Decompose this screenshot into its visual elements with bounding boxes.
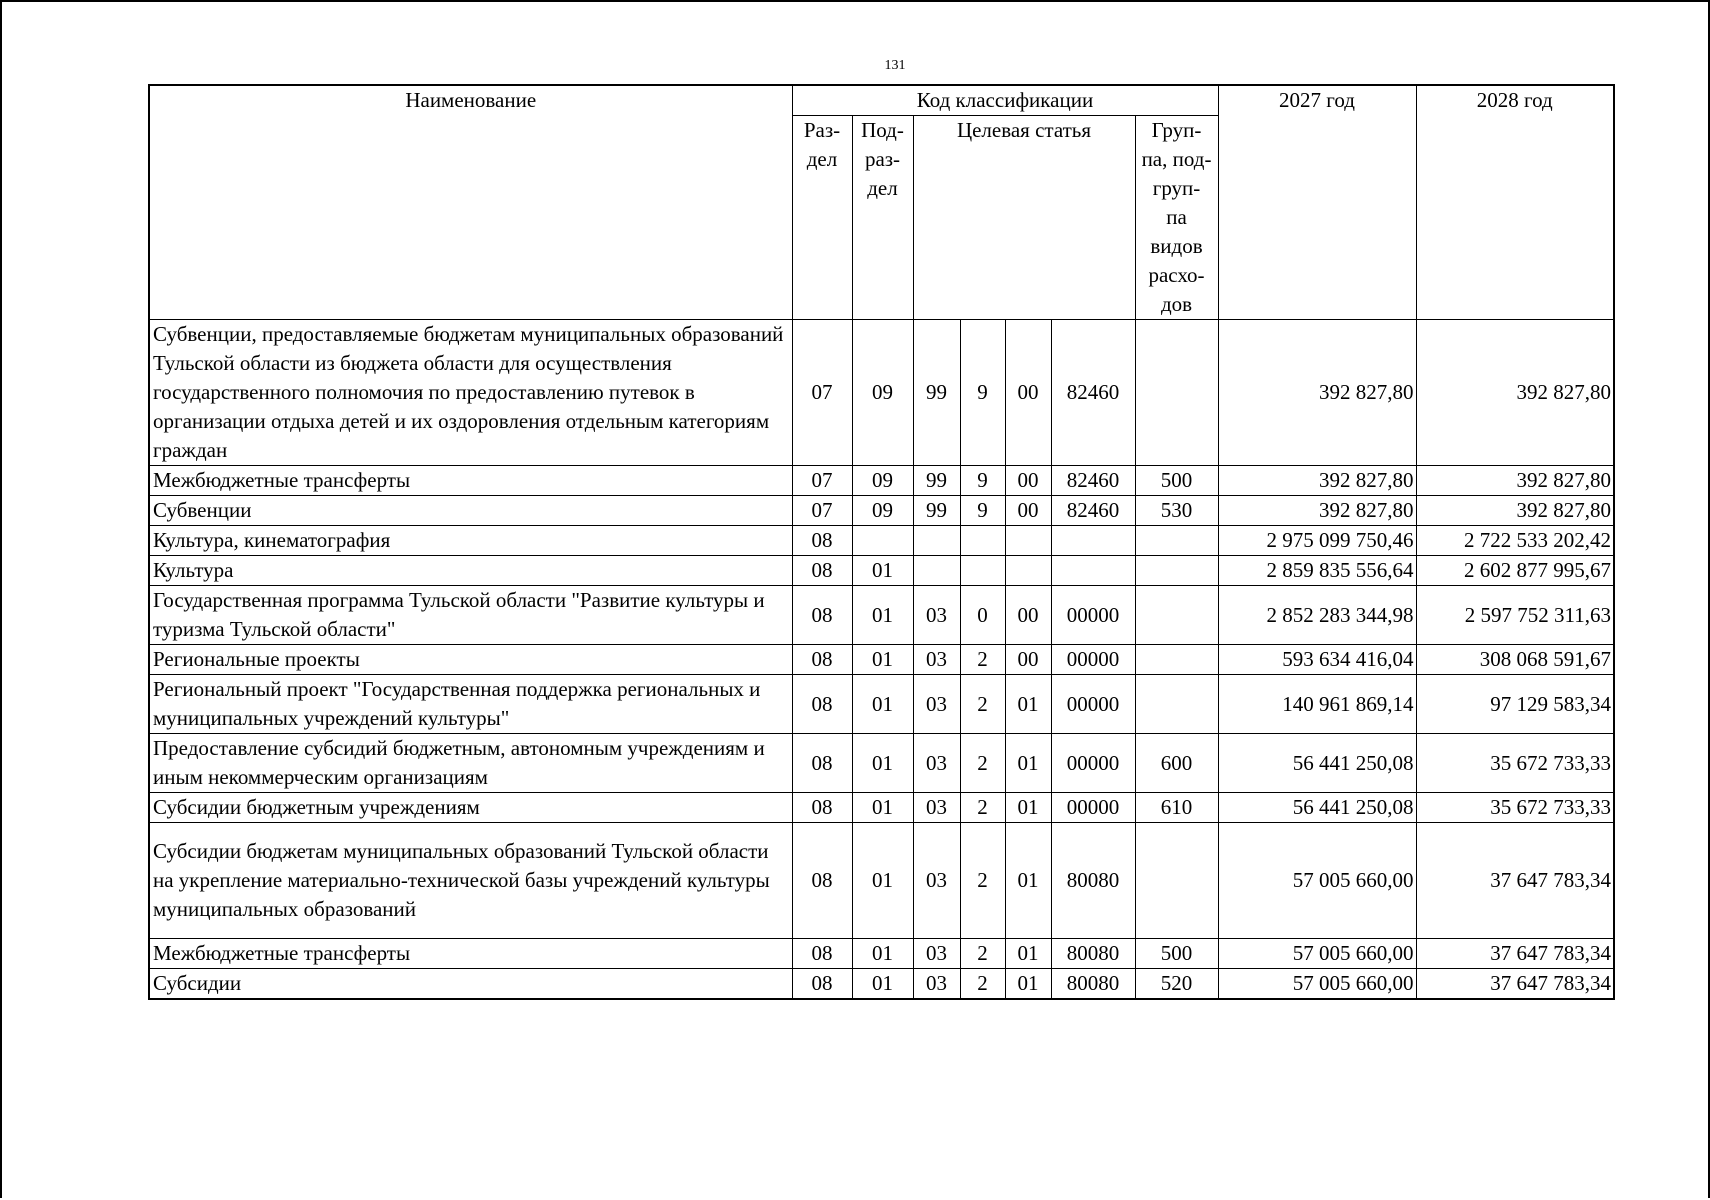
row-podrazdel: 01	[852, 734, 913, 793]
row-razdel: 07	[792, 466, 852, 496]
header-group: Груп- па, под- груп- па видов расхо- дов	[1135, 116, 1218, 320]
row-name: Межбюджетные трансферты	[149, 939, 792, 969]
header-razdel: Раз- дел	[792, 116, 852, 320]
row-podrazdel: 01	[852, 556, 913, 586]
row-expense-group: 520	[1135, 969, 1218, 1000]
row-podrazdel: 01	[852, 939, 913, 969]
header-year-2028: 2028 год	[1416, 85, 1614, 320]
row-target-subprogram: 2	[960, 793, 1005, 823]
row-expense-group: 500	[1135, 466, 1218, 496]
row-expense-group	[1135, 586, 1218, 645]
row-target-subprogram	[960, 526, 1005, 556]
row-target-program: 03	[913, 823, 960, 939]
row-target-subprogram: 0	[960, 586, 1005, 645]
row-target-direction: 82460	[1051, 320, 1135, 466]
row-target-program: 03	[913, 586, 960, 645]
row-target-subprogram	[960, 556, 1005, 586]
row-razdel: 07	[792, 320, 852, 466]
row-expense-group: 530	[1135, 496, 1218, 526]
header-target-article: Целевая статья	[913, 116, 1135, 320]
row-amount-2027: 2 859 835 556,64	[1218, 556, 1416, 586]
row-name: Субсидии бюджетным учреждениям	[149, 793, 792, 823]
row-target-subprogram: 2	[960, 675, 1005, 734]
row-razdel: 08	[792, 823, 852, 939]
row-target-subprogram: 9	[960, 466, 1005, 496]
row-podrazdel: 01	[852, 969, 913, 1000]
row-target-direction	[1051, 556, 1135, 586]
row-target-direction: 00000	[1051, 793, 1135, 823]
row-amount-2027: 392 827,80	[1218, 320, 1416, 466]
row-target-direction: 80080	[1051, 939, 1135, 969]
row-target-direction: 00000	[1051, 675, 1135, 734]
row-target-program: 03	[913, 675, 960, 734]
row-target-program: 99	[913, 466, 960, 496]
table-row	[149, 496, 1614, 526]
row-target-direction: 82460	[1051, 496, 1135, 526]
row-amount-2028: 37 647 783,34	[1416, 823, 1614, 939]
row-name: Региональный проект "Государственная поддержка региональных и муниципальных учреждений культуры"	[149, 675, 792, 734]
row-name: Межбюджетные трансферты	[149, 466, 792, 496]
row-amount-2027: 140 961 869,14	[1218, 675, 1416, 734]
row-target-event: 01	[1005, 823, 1051, 939]
row-target-event	[1005, 526, 1051, 556]
row-target-subprogram: 2	[960, 939, 1005, 969]
row-target-program: 03	[913, 734, 960, 793]
row-target-direction	[1051, 526, 1135, 556]
row-target-event: 01	[1005, 675, 1051, 734]
header-podrazdel: Под- раз- дел	[852, 116, 913, 320]
row-expense-group: 610	[1135, 793, 1218, 823]
row-amount-2028: 37 647 783,34	[1416, 939, 1614, 969]
page-number: 131	[884, 58, 906, 73]
row-target-event: 01	[1005, 793, 1051, 823]
row-expense-group	[1135, 526, 1218, 556]
row-target-subprogram: 2	[960, 823, 1005, 939]
row-target-subprogram: 2	[960, 734, 1005, 793]
row-razdel: 08	[792, 939, 852, 969]
row-target-program: 03	[913, 645, 960, 675]
row-podrazdel: 01	[852, 793, 913, 823]
row-name: Культура	[149, 556, 792, 586]
row-amount-2027: 56 441 250,08	[1218, 734, 1416, 793]
row-target-program: 03	[913, 793, 960, 823]
header-name: Наименование	[149, 85, 792, 320]
row-target-event	[1005, 556, 1051, 586]
header-code-classification: Код классификации	[792, 85, 1218, 116]
row-expense-group	[1135, 823, 1218, 939]
row-target-direction: 80080	[1051, 969, 1135, 1000]
row-podrazdel: 01	[852, 645, 913, 675]
row-target-event: 01	[1005, 969, 1051, 1000]
row-target-direction: 80080	[1051, 823, 1135, 939]
row-amount-2028: 392 827,80	[1416, 496, 1614, 526]
row-target-event: 00	[1005, 320, 1051, 466]
header-year-2027: 2027 год	[1218, 85, 1416, 320]
row-podrazdel: 01	[852, 675, 913, 734]
row-target-subprogram: 2	[960, 969, 1005, 1000]
row-expense-group	[1135, 556, 1218, 586]
row-amount-2028: 308 068 591,67	[1416, 645, 1614, 675]
row-target-event: 00	[1005, 645, 1051, 675]
table-row	[149, 466, 1614, 496]
row-expense-group	[1135, 645, 1218, 675]
row-amount-2028: 37 647 783,34	[1416, 969, 1614, 1000]
row-razdel: 08	[792, 969, 852, 1000]
row-expense-group: 600	[1135, 734, 1218, 793]
row-target-subprogram: 2	[960, 645, 1005, 675]
row-target-event: 00	[1005, 496, 1051, 526]
row-name: Региональные проекты	[149, 645, 792, 675]
row-name: Культура, кинематография	[149, 526, 792, 556]
row-amount-2028: 392 827,80	[1416, 320, 1614, 466]
row-amount-2028: 2 722 533 202,42	[1416, 526, 1614, 556]
row-amount-2028: 2 602 877 995,67	[1416, 556, 1614, 586]
row-amount-2027: 56 441 250,08	[1218, 793, 1416, 823]
row-name: Государственная программа Тульской области "Развитие культуры и туризма Тульской области"	[149, 586, 792, 645]
row-name: Субсидии	[149, 969, 792, 1000]
table-row	[149, 969, 1614, 1000]
row-target-direction: 00000	[1051, 586, 1135, 645]
row-target-direction: 00000	[1051, 734, 1135, 793]
row-razdel: 07	[792, 496, 852, 526]
row-name: Субвенции	[149, 496, 792, 526]
table-row	[149, 556, 1614, 586]
row-expense-group	[1135, 675, 1218, 734]
table-row	[149, 586, 1614, 645]
row-podrazdel: 09	[852, 496, 913, 526]
row-amount-2027: 2 852 283 344,98	[1218, 586, 1416, 645]
row-target-event: 00	[1005, 586, 1051, 645]
table-row	[149, 939, 1614, 969]
row-amount-2028: 35 672 733,33	[1416, 734, 1614, 793]
row-target-direction: 00000	[1051, 645, 1135, 675]
row-amount-2027: 593 634 416,04	[1218, 645, 1416, 675]
row-podrazdel: 01	[852, 823, 913, 939]
row-amount-2027: 57 005 660,00	[1218, 823, 1416, 939]
row-razdel: 08	[792, 526, 852, 556]
table-row	[149, 320, 1614, 466]
row-amount-2027: 2 975 099 750,46	[1218, 526, 1416, 556]
row-razdel: 08	[792, 675, 852, 734]
row-podrazdel: 09	[852, 320, 913, 466]
row-razdel: 08	[792, 586, 852, 645]
table-row	[149, 734, 1614, 793]
row-target-event: 00	[1005, 466, 1051, 496]
row-razdel: 08	[792, 645, 852, 675]
row-name: Предоставление субсидий бюджетным, автономным учреждениям и иным некоммерческим организациям	[149, 734, 792, 793]
table-row	[149, 645, 1614, 675]
row-amount-2028: 97 129 583,34	[1416, 675, 1614, 734]
row-podrazdel	[852, 526, 913, 556]
row-target-program: 99	[913, 320, 960, 466]
table-row	[149, 793, 1614, 823]
row-amount-2027: 57 005 660,00	[1218, 939, 1416, 969]
row-razdel: 08	[792, 556, 852, 586]
row-target-event: 01	[1005, 734, 1051, 793]
row-razdel: 08	[792, 793, 852, 823]
row-amount-2027: 392 827,80	[1218, 496, 1416, 526]
row-target-program: 03	[913, 939, 960, 969]
row-amount-2027: 392 827,80	[1218, 466, 1416, 496]
row-name: Субсидии бюджетам муниципальных образований Тульской области на укрепление материально-технической базы учреждений культуры муниципальных образований	[149, 823, 792, 939]
row-razdel: 08	[792, 734, 852, 793]
table-row	[149, 526, 1614, 556]
row-target-program: 99	[913, 496, 960, 526]
row-amount-2028: 35 672 733,33	[1416, 793, 1614, 823]
row-name: Субвенции, предоставляемые бюджетам муниципальных образований Тульской области из бюджета области для осуществления государственного полномочия по предоставлению путевок в организации отдыха детей и их оздоровления отдельным категориям граждан	[149, 320, 792, 466]
row-podrazdel: 01	[852, 586, 913, 645]
row-expense-group	[1135, 320, 1218, 466]
budget-table	[148, 84, 1615, 1000]
row-podrazdel: 09	[852, 466, 913, 496]
row-amount-2028: 392 827,80	[1416, 466, 1614, 496]
row-target-event: 01	[1005, 939, 1051, 969]
row-target-program	[913, 556, 960, 586]
row-target-program	[913, 526, 960, 556]
row-amount-2028: 2 597 752 311,63	[1416, 586, 1614, 645]
table-row	[149, 823, 1614, 939]
row-target-program: 03	[913, 969, 960, 1000]
row-target-subprogram: 9	[960, 496, 1005, 526]
row-target-subprogram: 9	[960, 320, 1005, 466]
row-expense-group: 500	[1135, 939, 1218, 969]
row-amount-2027: 57 005 660,00	[1218, 969, 1416, 1000]
table-row	[149, 675, 1614, 734]
row-target-direction: 82460	[1051, 466, 1135, 496]
